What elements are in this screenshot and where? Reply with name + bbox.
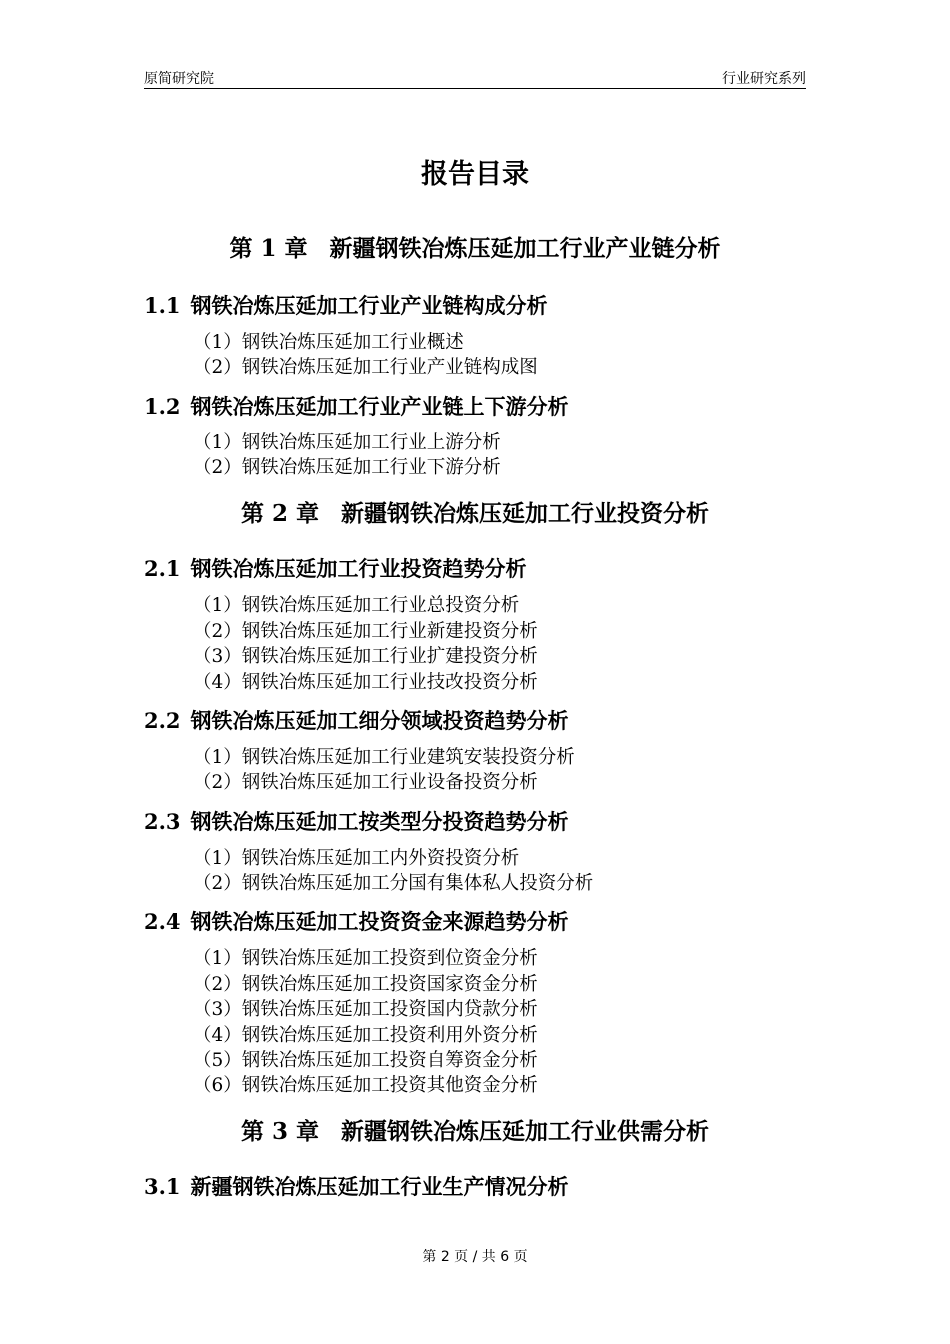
chapter-number: 第 3 章 bbox=[240, 1118, 320, 1145]
page-title: 报告目录 bbox=[421, 159, 529, 190]
chapter-number: 第 2 章 bbox=[240, 500, 320, 527]
toc-item: （1）钢铁冶炼压延加工行业建筑安装投资分析 bbox=[193, 747, 575, 768]
section-2-2-heading bbox=[144, 707, 569, 735]
section-title: 钢铁冶炼压延加工行业产业链上下游分析 bbox=[190, 394, 569, 419]
section-title: 钢铁冶炼压延加工投资资金来源趋势分析 bbox=[190, 909, 569, 934]
chapter-3-heading bbox=[0, 1117, 950, 1147]
chapter-title: 新疆钢铁冶炼压延加工行业投资分析 bbox=[341, 500, 710, 527]
section-number: 2.1 bbox=[144, 556, 181, 581]
section-1-2-heading bbox=[144, 393, 569, 421]
header-series: 行业研究系列 bbox=[722, 71, 806, 87]
chapter-title: 新疆钢铁冶炼压延加工行业供需分析 bbox=[341, 1118, 710, 1145]
header-publisher: 原简研究院 bbox=[144, 71, 214, 87]
toc-item: （2）钢铁冶炼压延加工行业下游分析 bbox=[193, 457, 501, 478]
section-number: 1.1 bbox=[144, 293, 181, 318]
page-header bbox=[144, 68, 806, 89]
section-title: 钢铁冶炼压延加工细分领域投资趋势分析 bbox=[190, 708, 569, 733]
toc-item: （1）钢铁冶炼压延加工行业上游分析 bbox=[193, 432, 501, 453]
section-title: 钢铁冶炼压延加工行业产业链构成分析 bbox=[190, 293, 548, 318]
toc-item: （2）钢铁冶炼压延加工投资国家资金分析 bbox=[193, 974, 538, 995]
section-number: 2.4 bbox=[144, 909, 181, 934]
toc-item: （5）钢铁冶炼压延加工投资自筹资金分析 bbox=[193, 1050, 538, 1071]
toc-item: （1）钢铁冶炼压延加工行业概述 bbox=[193, 332, 464, 353]
toc-item: （1）钢铁冶炼压延加工行业总投资分析 bbox=[193, 595, 520, 616]
page-number: 第 2 页 / 共 6 页 bbox=[422, 1249, 528, 1265]
section-number: 2.2 bbox=[144, 708, 181, 733]
chapter-number: 第 1 章 bbox=[229, 235, 308, 262]
toc-item: （6）钢铁冶炼压延加工投资其他资金分析 bbox=[193, 1075, 538, 1096]
toc-item: （1）钢铁冶炼压延加工投资到位资金分析 bbox=[193, 948, 538, 969]
toc-item: （4）钢铁冶炼压延加工行业技改投资分析 bbox=[193, 672, 538, 693]
chapter-1-heading bbox=[0, 234, 950, 264]
section-2-4-heading bbox=[144, 908, 569, 936]
toc-item: （2）钢铁冶炼压延加工分国有集体私人投资分析 bbox=[193, 873, 594, 894]
toc-item: （2）钢铁冶炼压延加工行业产业链构成图 bbox=[193, 357, 538, 378]
chapter-2-heading bbox=[0, 499, 950, 529]
section-number: 2.3 bbox=[144, 809, 181, 834]
section-2-1-heading bbox=[144, 555, 527, 583]
section-title: 新疆钢铁冶炼压延加工行业生产情况分析 bbox=[190, 1174, 569, 1199]
section-2-3-heading bbox=[144, 808, 569, 836]
section-number: 3.1 bbox=[144, 1174, 181, 1199]
chapter-title: 新疆钢铁冶炼压延加工行业产业链分析 bbox=[329, 235, 721, 262]
section-title: 钢铁冶炼压延加工行业投资趋势分析 bbox=[190, 556, 527, 581]
toc-item: （3）钢铁冶炼压延加工投资国内贷款分析 bbox=[193, 999, 538, 1020]
section-title: 钢铁冶炼压延加工按类型分投资趋势分析 bbox=[190, 809, 569, 834]
toc-item: （4）钢铁冶炼压延加工投资利用外资分析 bbox=[193, 1025, 538, 1046]
section-3-1-heading bbox=[144, 1173, 569, 1201]
toc-item: （2）钢铁冶炼压延加工行业新建投资分析 bbox=[193, 621, 538, 642]
toc-item: （1）钢铁冶炼压延加工内外资投资分析 bbox=[193, 848, 520, 869]
toc-item: （3）钢铁冶炼压延加工行业扩建投资分析 bbox=[193, 646, 538, 667]
toc-item: （2）钢铁冶炼压延加工行业设备投资分析 bbox=[193, 772, 538, 793]
section-1-1-heading bbox=[144, 292, 548, 320]
section-number: 1.2 bbox=[144, 394, 181, 419]
